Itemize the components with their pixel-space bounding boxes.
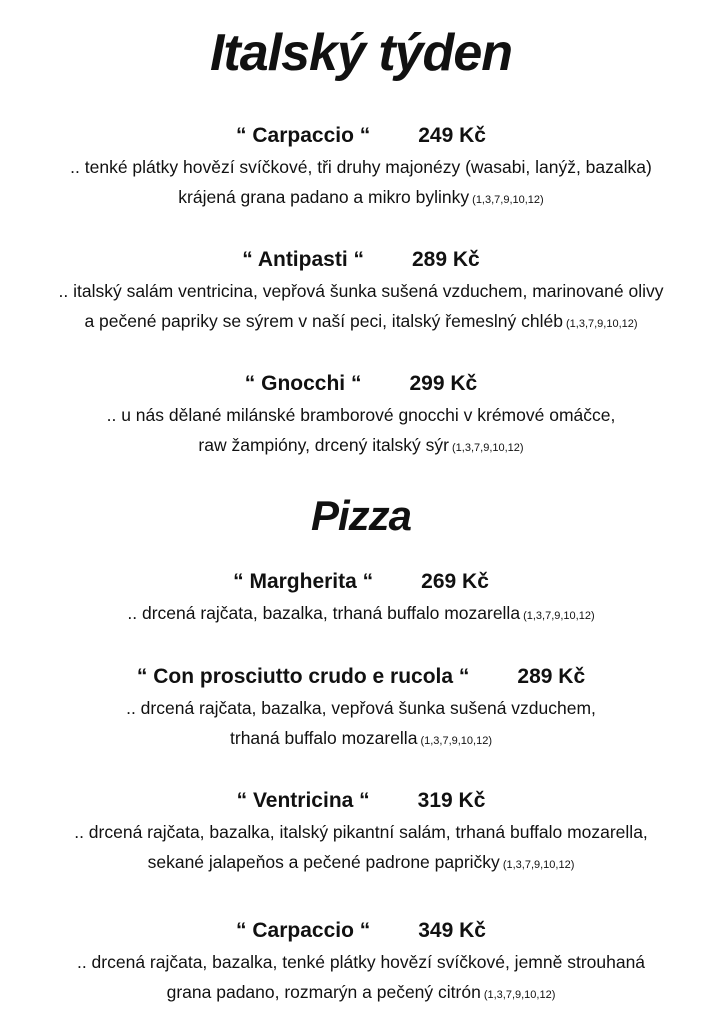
allergen-codes: (1,3,7,9,10,12) [502,859,575,871]
item-description-line [0,182,722,215]
menu-item-gnocchi [0,368,722,463]
section-title-italian-week: Italský týden [209,24,513,82]
allergen-codes: (1,3,7,9,10,12) [452,442,524,454]
section-title-pizza: Pizza [310,492,412,539]
item-header [0,915,722,947]
item-description-text: trhaná buffalo mozarella [230,728,418,748]
item-name: “ Ventricina “ [236,789,370,812]
item-header [0,566,722,598]
menu-item-margherita [0,566,722,631]
item-description-text: krájená grana padano a mikro bylinky [178,187,470,207]
item-name: “ Con prosciutto crudo e rucola “ [136,665,470,688]
item-name: “ Carpaccio “ [236,919,371,942]
item-description-text: raw žampióny, drcený italský sýr [198,435,450,455]
item-header [0,661,722,693]
menu-item-ventricina [0,785,722,880]
item-description-line: .. italský salám ventricina, vepřová šunka sušená vzduchem, marinované olivy [58,281,664,301]
item-description-line: .. drcená rajčata, bazalka, tenké plátky hovězí svíčkové, jemně strouhaná [76,952,646,972]
item-description-line: .. drcená rajčata, bazalka, italský pikantní salám, trhaná buffalo mozarella, [74,822,648,842]
allergen-codes: (1,3,7,9,10,12) [523,610,595,622]
allergen-codes: (1,3,7,9,10,12) [565,318,638,330]
item-name: “ Antipasti “ [242,248,364,271]
allergen-codes: (1,3,7,9,10,12) [483,989,556,1001]
item-price: 289 Kč [517,665,586,688]
item-description-line [0,847,722,880]
item-price: 269 Kč [421,570,489,593]
allergen-codes: (1,3,7,9,10,12) [472,194,544,206]
menu-item-carpaccio-pizza [0,915,722,1010]
item-description-text: sekané jalapeňos a pečené padrone papričky [147,852,500,872]
item-header [0,120,722,152]
item-description-line: .. tenké plátky hovězí svíčkové, tři druhy majonézy (wasabi, lanýž, bazalka) [70,157,652,177]
item-name: “ Gnocchi “ [244,372,362,395]
item-description-line [0,430,722,463]
item-description-text: .. drcená rajčata, bazalka, trhaná buffalo mozarella [127,603,521,623]
item-price: 299 Kč [409,372,478,395]
item-header [0,244,722,276]
item-name: “ Margherita “ [233,570,374,593]
item-description-line [0,306,722,339]
item-description-line [0,598,722,631]
item-price: 319 Kč [417,789,486,812]
item-header [0,785,722,817]
item-description-text: grana padano, rozmarýn a pečený citrón [166,982,481,1002]
menu-item-con-prosciutto [0,661,722,756]
item-description-line: .. u nás dělané milánské bramborové gnocchi v krémové omáčce, [106,405,616,425]
item-description-line: .. drcená rajčata, bazalka, vepřová šunka sušená vzduchem, [126,698,596,718]
item-price: 249 Kč [418,124,486,147]
menu-item-antipasti [0,244,722,339]
item-name: “ Carpaccio “ [236,124,371,147]
allergen-codes: (1,3,7,9,10,12) [420,735,492,747]
item-price: 289 Kč [412,248,480,271]
item-description-line [0,977,722,1010]
item-description-line [0,723,722,756]
item-header [0,368,722,400]
item-price: 349 Kč [418,919,486,942]
menu-item-carpaccio-starter [0,120,722,215]
item-description-text: a pečené papriky se sýrem v naší peci, italský řemeslný chléb [84,311,563,331]
